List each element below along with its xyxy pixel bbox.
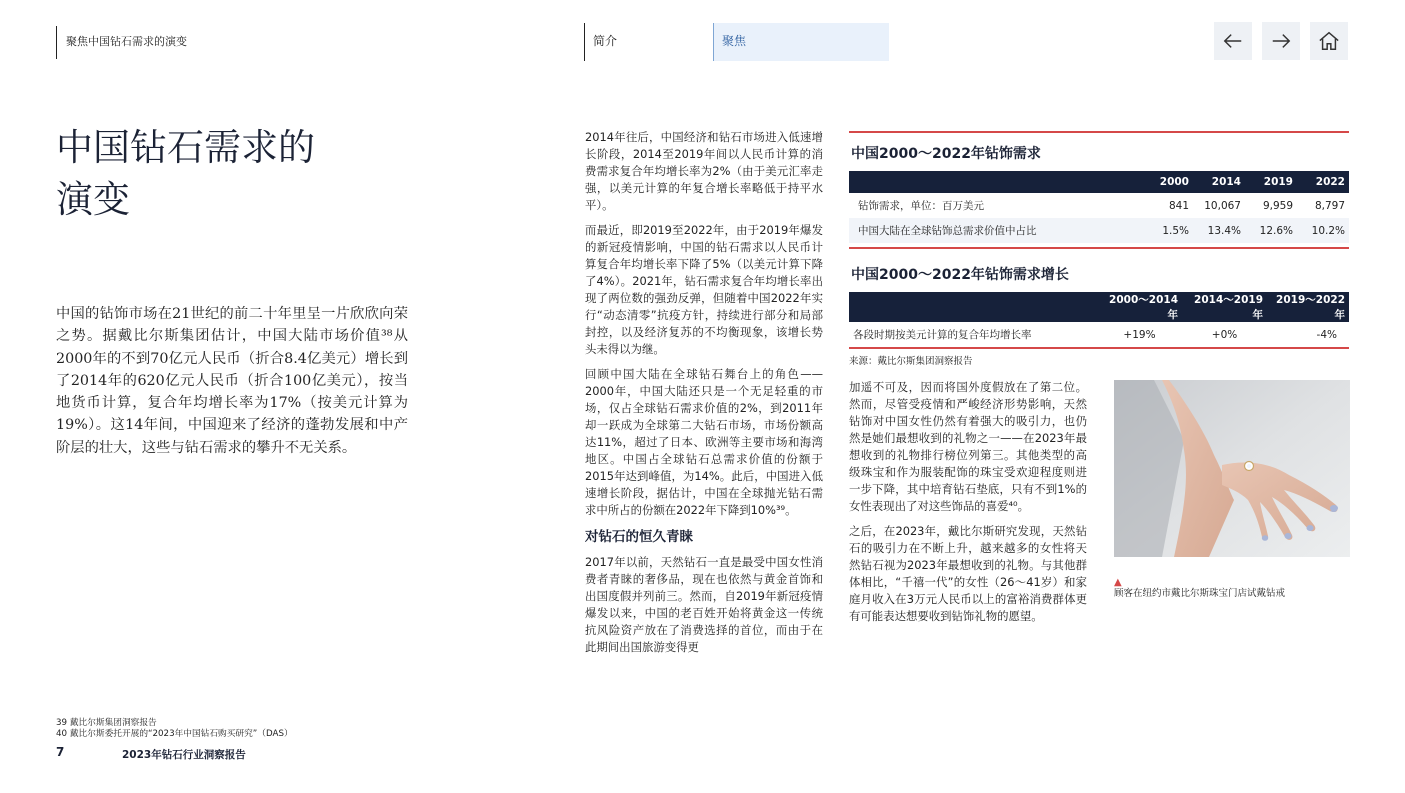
table-row <box>849 218 1349 243</box>
body-paragraph: 之后，在2023年，戴比尔斯研究发现，天然钻石的吸引力在不断上升，越来越多的女性将天然钻石视为2023年最想收到的礼物。与其他群体相比，“千禧一代”的女性（26～41岁）和家庭月收入在3万元人民币以上的富裕消费群体更有可能表达想要收到钻饰礼物的愿望。 <box>849 524 1087 623</box>
body-paragraph: 加遥不可及，因而将国外度假放在了第二位。然而，尽管受疫情和严峻经济形势影响，天然钻饰对中国女性仍然有着强大的吸引力，也仍然是她们最想收到的礼物之一——在2023年最想收到的礼物排行榜位列第三。其他类型的高级珠宝和作为服装配饰的珠宝受欢迎程度则进一步下降，其中培育钻石垫底，只有不到1%的女性表现出了对这些饰品的喜爱⁴⁰。 <box>849 380 1087 513</box>
table-header: 2000 <box>1159 176 1189 188</box>
title-line-1: 中国钻石需求的 <box>56 126 315 169</box>
demand-table-block <box>849 131 1349 249</box>
table-title: 中国2000～2022年钻饰需求 <box>851 146 1041 162</box>
table-cell: 8,797 <box>1314 199 1345 212</box>
table-header: 2014 <box>1211 176 1241 188</box>
table-header-row <box>849 171 1349 193</box>
table-header-empty <box>849 292 1097 322</box>
arrow-right-icon <box>1270 30 1292 52</box>
back-button[interactable] <box>1214 22 1252 60</box>
demand-table <box>849 171 1349 243</box>
arrow-left-icon <box>1222 30 1244 52</box>
report-name: 2023年钻石行业洞察报告 <box>122 749 246 761</box>
hand-with-ring-image <box>1114 380 1350 557</box>
table-cell: +19% <box>1123 328 1156 341</box>
tab-focus[interactable]: 聚焦 <box>713 23 889 61</box>
table-source: 来源：戴比尔斯集团洞察报告 <box>849 355 973 367</box>
table-cell: 1.5% <box>1162 224 1189 237</box>
table-header: 2019 <box>1263 176 1293 188</box>
table-cell: +0% <box>1211 328 1238 341</box>
title-line-2: 演变 <box>56 178 130 221</box>
table-header: 2019～2022年 <box>1276 294 1345 321</box>
table-title: 中国2000～2022年钻饰需求增长 <box>851 267 1069 283</box>
home-icon <box>1318 30 1340 52</box>
table-row <box>849 322 1349 347</box>
table-row <box>849 193 1349 218</box>
table-cell: 9,959 <box>1262 199 1293 212</box>
row-label: 各段时期按美元计算的复合年均增长率 <box>853 329 1032 341</box>
footnote: 39 戴比尔斯集团洞察报告 <box>56 718 157 728</box>
row-label: 中国大陆在全球钻饰总需求价值中占比 <box>858 225 1037 237</box>
footnotes <box>56 718 293 740</box>
table-header: 2022 <box>1315 176 1345 188</box>
growth-table-block <box>849 256 1349 367</box>
table-cell: 10,067 <box>1204 199 1241 212</box>
intro-paragraph: 中国的钻饰市场在21世纪的前二十年里呈一片欣欣向荣之势。据戴比尔斯集团估计，中国大陆市场价值³⁸从2000年的不到70亿元人民币（折合8.4亿美元）增长到了2014年的620亿元人民币（折合100亿美元），按当地货币计算，复合年均增长率为17%（按美元计算为19%）。这14年间，中国迎来了经济的蓬勃发展和中产阶层的壮大，这些与钻石需求的攀升不无关系。 <box>56 306 408 456</box>
table-header-empty <box>849 171 1141 193</box>
photo-caption <box>1114 578 1354 601</box>
caption-text: 顾客在纽约市戴比尔斯珠宝门店试戴钻戒 <box>1114 588 1286 599</box>
section-heading: 对钻石的恒久青睐 <box>585 529 693 545</box>
table-header-row <box>849 292 1349 322</box>
ring-photo <box>1114 380 1350 557</box>
table-header: 2000～2014年 <box>1109 294 1178 321</box>
footnote: 40 戴比尔斯委托开展的“2023年中国钻石购买研究”（DAS） <box>56 729 293 739</box>
table-cell: -4% <box>1316 328 1337 341</box>
body-paragraph: 而最近，即2019至2022年，由于2019年爆发的新冠疫情影响，中国的钻石需求以人民币计算复合年均增长率下降了5%（以美元计算下降了4%）。2021年，钻石需求复合年均增长率出现了两位数的强劲反弹，但随着中国2022年实行“动态清零”抗疫方针，持续进行部分和局部封控，以及经济复苏的不均衡现象，该增长势头未得以为继。 <box>585 223 823 356</box>
body-paragraph: 2017年以前，天然钻石一直是最受中国女性消费者青睐的奢侈品，现在也依然与黄金首饰和出国度假并列前三。然而，自2019年新冠疫情爆发以来，中国的老百姓开始将黄金这一传统抗风险资产放在了消费选择的首位，而由于在此期间出国旅游变得更 <box>585 555 823 654</box>
middle-column <box>585 129 823 664</box>
right-column <box>849 379 1087 633</box>
forward-button[interactable] <box>1262 22 1300 60</box>
body-paragraph: 2014年往后，中国经济和钻石市场进入低速增长阶段，2014至2019年间以人民币计算的消费需求复合年均增长率为2%（由于美元汇率走强，以美元计算的年复合增长率略低于持平水平）。 <box>585 130 823 212</box>
divider <box>849 247 1349 249</box>
page-title <box>56 122 386 226</box>
tab-intro[interactable]: 简介 <box>584 23 714 61</box>
row-label: 钻饰需求，单位：百万美元 <box>858 200 984 212</box>
table-cell: 841 <box>1168 199 1189 212</box>
table-cell: 10.2% <box>1311 224 1345 237</box>
home-button[interactable] <box>1310 22 1348 60</box>
table-cell: 12.6% <box>1259 224 1293 237</box>
section-label: 聚焦中国钻石需求的演变 <box>56 26 187 59</box>
table-header: 2014～2019年 <box>1194 294 1263 321</box>
body-paragraph: 回顾中国大陆在全球钻石舞台上的角色——2000年，中国大陆还只是一个无足轻重的市场，仅占全球钻石需求价值的2%，到2011年却一跃成为全球第二大钻石市场，市场份额高达11%，超过了日本、欧洲等主要市场和海湾地区。中国占全球钻石总需求价值的份额于2015年达到峰值，为14%。此后，中国进入低速增长阶段，据估计，中国在全球抛光钻石需求中所占的份额在2022年下降到10%³⁹。 <box>585 367 823 517</box>
table-cell: 13.4% <box>1207 224 1241 237</box>
caption-marker-icon: ▲ <box>1114 577 1122 588</box>
page-number: 7 <box>56 745 65 759</box>
growth-table <box>849 292 1349 347</box>
